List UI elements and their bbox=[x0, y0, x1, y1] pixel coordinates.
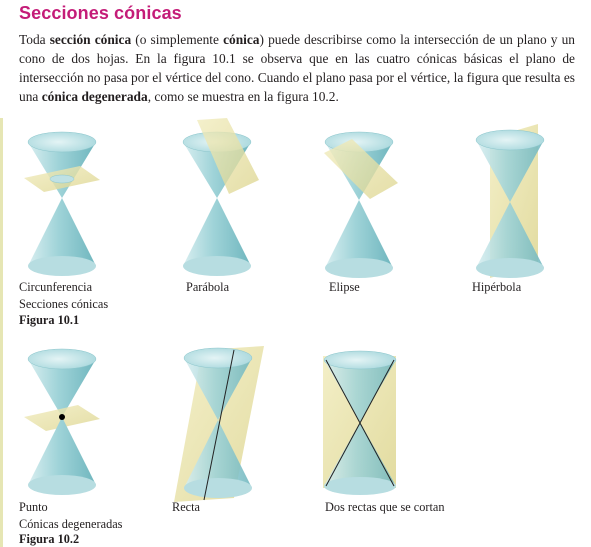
para-text-3: ) puede describirse como la intersección de un plano y un cono de dos hojas. En la figura 10.1 se observa que en las cuatro cónicas básicas el plano de intersección no pasa por el vértice del cono. Cuando el plano pasa por el vértice, la figura que resulta es una bbox=[19, 32, 575, 104]
figure1-subtitle: Secciones cónicas bbox=[19, 297, 109, 311]
figure1-label: Figura 10.1 bbox=[19, 313, 80, 327]
two-lines-degenerate-figure bbox=[318, 346, 403, 498]
para-text-1: Toda bbox=[19, 32, 50, 47]
caption-elipse: Elipse bbox=[329, 280, 360, 294]
caption-recta: Recta bbox=[172, 500, 200, 514]
intro-paragraph bbox=[19, 30, 575, 106]
caption-hiperbola: Hipérbola bbox=[472, 280, 522, 294]
caption-punto: Punto bbox=[19, 500, 48, 514]
term-seccion-conica: sección cónica bbox=[49, 32, 132, 47]
para-text-2: (o simplemente bbox=[131, 32, 224, 47]
para-text-4: , como se muestra en la figura 10.2. bbox=[147, 89, 339, 104]
term-conica: cónica bbox=[223, 32, 260, 47]
caption-dos-rectas: Dos rectas que se cortan bbox=[325, 500, 445, 514]
circle-section-figure bbox=[22, 128, 102, 278]
figure2-label: Figura 10.2 bbox=[19, 532, 80, 546]
line-degenerate-figure bbox=[172, 342, 267, 502]
caption-circunferencia: Circunferencia bbox=[19, 280, 93, 294]
hyperbola-section-figure bbox=[468, 122, 553, 282]
page-margin-accent bbox=[0, 118, 3, 547]
section-title: Secciones cónicas bbox=[19, 3, 182, 23]
point-degenerate-figure bbox=[22, 345, 102, 495]
term-conica-degenerada: cónica degenerada bbox=[41, 89, 148, 104]
caption-parabola: Parábola bbox=[186, 280, 230, 294]
parabola-section-figure bbox=[175, 118, 260, 278]
figure2-subtitle: Cónicas degeneradas bbox=[19, 517, 123, 531]
ellipse-section-figure bbox=[318, 125, 400, 280]
